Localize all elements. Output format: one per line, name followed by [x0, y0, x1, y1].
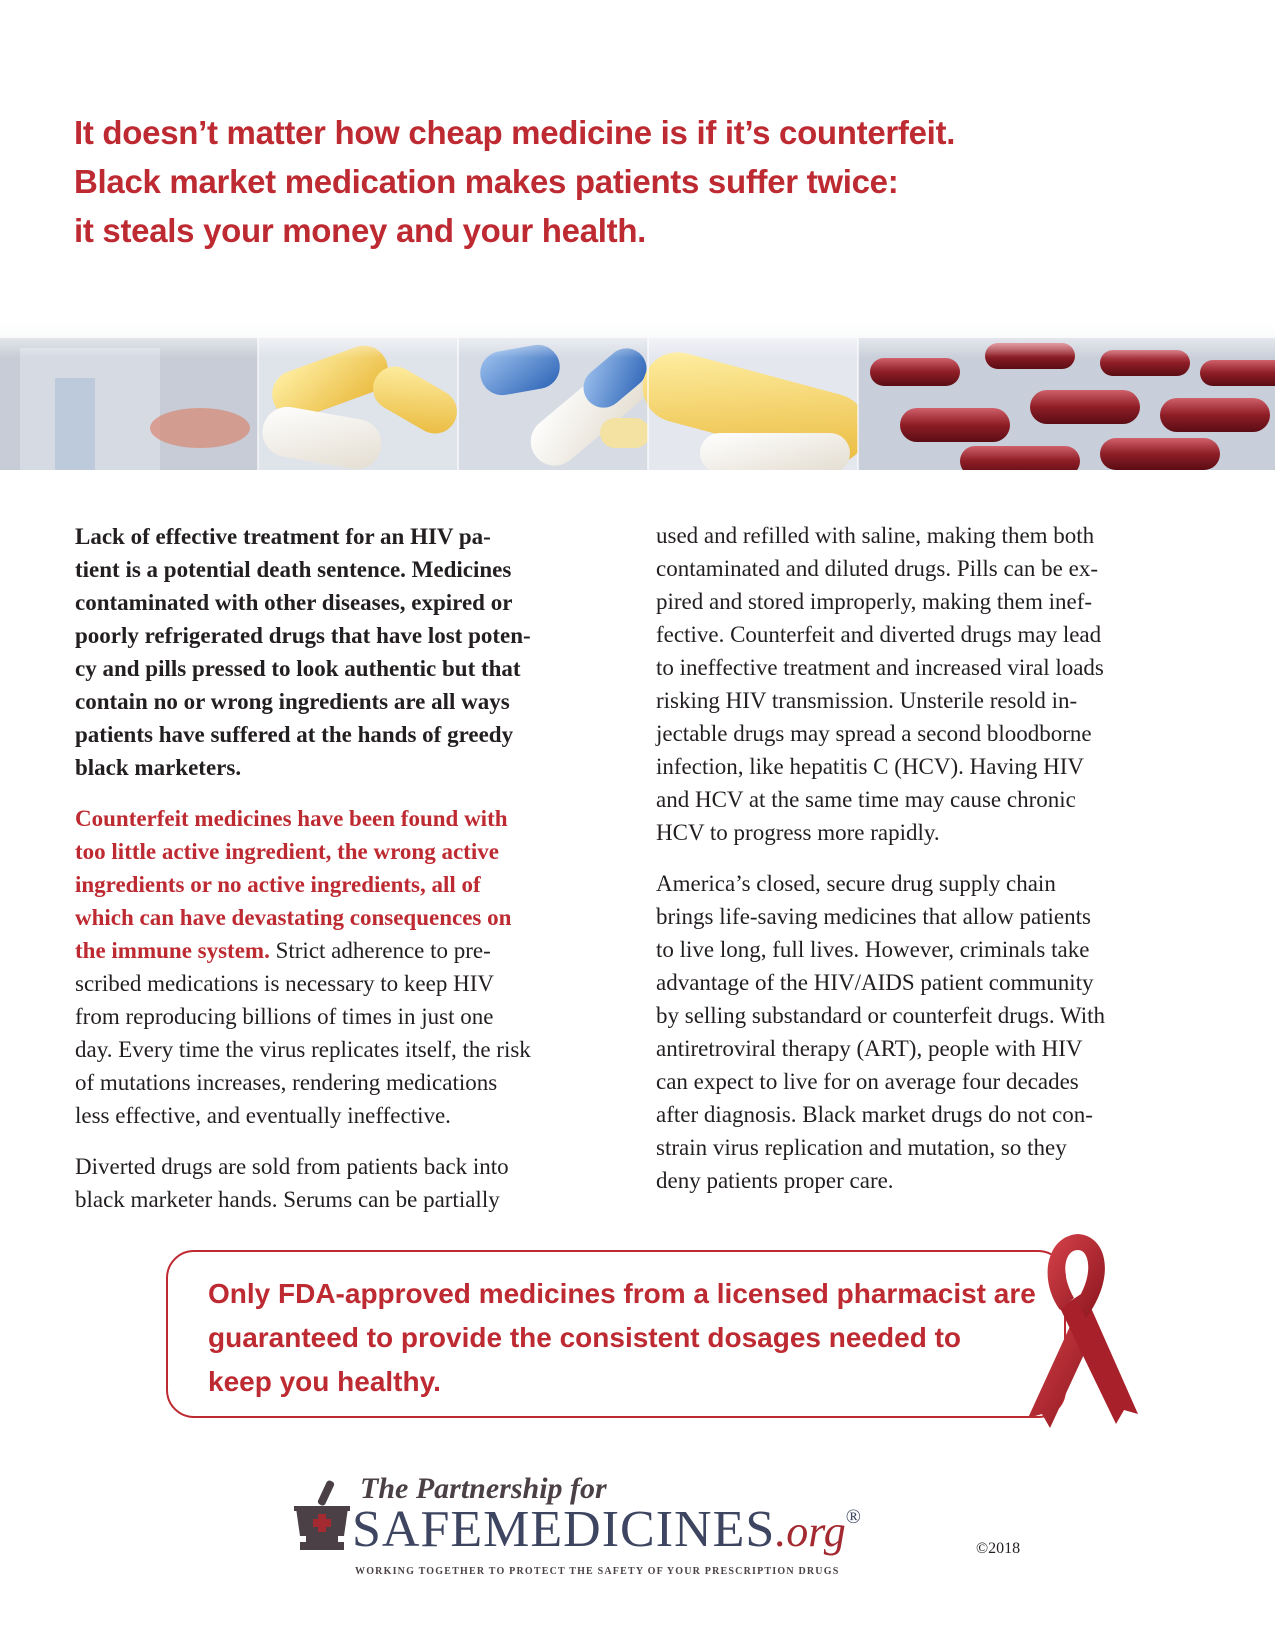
text-line: deny patients proper care.	[656, 1168, 894, 1193]
text-line: HCV to progress more rapidly.	[656, 820, 940, 845]
text-line: black marketers.	[75, 755, 242, 780]
intro-paragraph	[75, 520, 620, 784]
text-line: jectable drugs may spread a second bloodborne	[656, 721, 1092, 746]
pills-photo-banner	[0, 318, 1275, 470]
text-line: America’s closed, secure drug supply chain	[656, 871, 1056, 896]
text-line: by selling substandard or counterfeit drugs. With	[656, 1003, 1105, 1028]
text-line: antiretroviral therapy (ART), people with HIV	[656, 1036, 1083, 1061]
text-line: scribed medications is necessary to keep HIV	[75, 971, 494, 996]
text-line: advantage of the HIV/AIDS patient community	[656, 970, 1094, 995]
headline	[74, 108, 1174, 255]
pills-illustration	[0, 318, 1275, 470]
text-line: tient is a potential death sentence. Medicines	[75, 557, 512, 582]
highlight-line: which can have devastating consequences on	[75, 905, 512, 930]
logo-tagline: The Partnership for	[360, 1472, 607, 1505]
callout-text	[208, 1272, 1058, 1404]
highlight-line: ingredients or no active ingredients, all of	[75, 872, 481, 897]
text-line: Diverted drugs are sold from patients back into	[75, 1154, 509, 1179]
copyright: ©2018	[976, 1540, 1021, 1557]
text-line: Lack of effective treatment for an HIV pa-	[75, 524, 491, 549]
diverted-continued-paragraph	[656, 519, 1201, 849]
highlight-line: too little active ingredient, the wrong active	[75, 839, 499, 864]
text-line: risking HIV transmission. Unsterile resold in-	[656, 688, 1078, 713]
text-line: poorly refrigerated drugs that have lost poten-	[75, 623, 531, 648]
body-column-left	[75, 520, 620, 1234]
text-line: contain no or wrong ingredients are all ways	[75, 689, 510, 714]
callout-line: Only FDA-approved medicines from a licensed pharmacist are	[208, 1278, 1036, 1309]
logo-name: SAFEMEDICINES	[352, 1501, 776, 1558]
text-line: after diagnosis. Black market drugs do not con-	[656, 1102, 1093, 1127]
text-line: patients have suffered at the hands of greedy	[75, 722, 514, 747]
text-line: black marketer hands. Serums can be partially	[75, 1187, 500, 1212]
text-line: strain virus replication and mutation, so they	[656, 1135, 1067, 1160]
red-ribbon-icon	[1020, 1228, 1140, 1433]
callout-line: guaranteed to provide the consistent dosages needed to	[208, 1322, 962, 1353]
text-line: day. Every time the virus replicates itself, the risk	[75, 1037, 531, 1062]
text-line: to ineffective treatment and increased viral loads	[656, 655, 1104, 680]
text-line: from reproducing billions of times in just one	[75, 1004, 494, 1029]
text-line: to live long, full lives. However, criminals take	[656, 937, 1090, 962]
text-line: pired and stored improperly, making them inef-	[656, 589, 1093, 614]
text-line: used and refilled with saline, making them both	[656, 523, 1095, 548]
highlight-line: Counterfeit medicines have been found with	[75, 806, 508, 831]
body-column-right	[656, 519, 1201, 1215]
text-line: infection, like hepatitis C (HCV). Having HIV	[656, 754, 1084, 779]
text-line: contaminated with other diseases, expired or	[75, 590, 513, 615]
registered-mark: ®	[845, 1506, 862, 1528]
text-line: of mutations increases, rendering medications	[75, 1070, 498, 1095]
mixed-line	[75, 934, 620, 967]
supply-chain-paragraph	[656, 867, 1201, 1197]
text-line: fective. Counterfeit and diverted drugs may lead	[656, 622, 1102, 647]
callout-line: keep you healthy.	[208, 1366, 441, 1397]
text-line: and HCV at the same time may cause chronic	[656, 787, 1076, 812]
headline-line-2: Black market medication makes patients suffer twice:	[74, 163, 899, 200]
counterfeit-paragraph	[75, 802, 620, 1132]
text-line: contaminated and diluted drugs. Pills can be ex-	[656, 556, 1098, 581]
text-line: can expect to live for on average four decades	[656, 1069, 1079, 1094]
diverted-paragraph	[75, 1150, 620, 1216]
headline-line-1: It doesn’t matter how cheap medicine is if it’s counterfeit.	[74, 114, 956, 151]
text-line: less effective, and eventually ineffective.	[75, 1103, 451, 1128]
logo-subtitle: WORKING TOGETHER TO PROTECT THE SAFETY OF YOUR PRESCRIPTION DRUGS	[355, 1566, 840, 1577]
highlight-tail: the immune system.	[75, 938, 270, 963]
text-line: cy and pills pressed to look authentic but that	[75, 656, 521, 681]
logo-wordmark	[352, 1500, 862, 1559]
text-line: brings life-saving medicines that allow patients	[656, 904, 1091, 929]
headline-line-3: it steals your money and your health.	[74, 212, 647, 249]
mortar-pestle-icon	[292, 1478, 352, 1558]
text-tail: Strict adherence to pre-	[269, 938, 491, 963]
logo-suffix: .org	[775, 1507, 846, 1556]
